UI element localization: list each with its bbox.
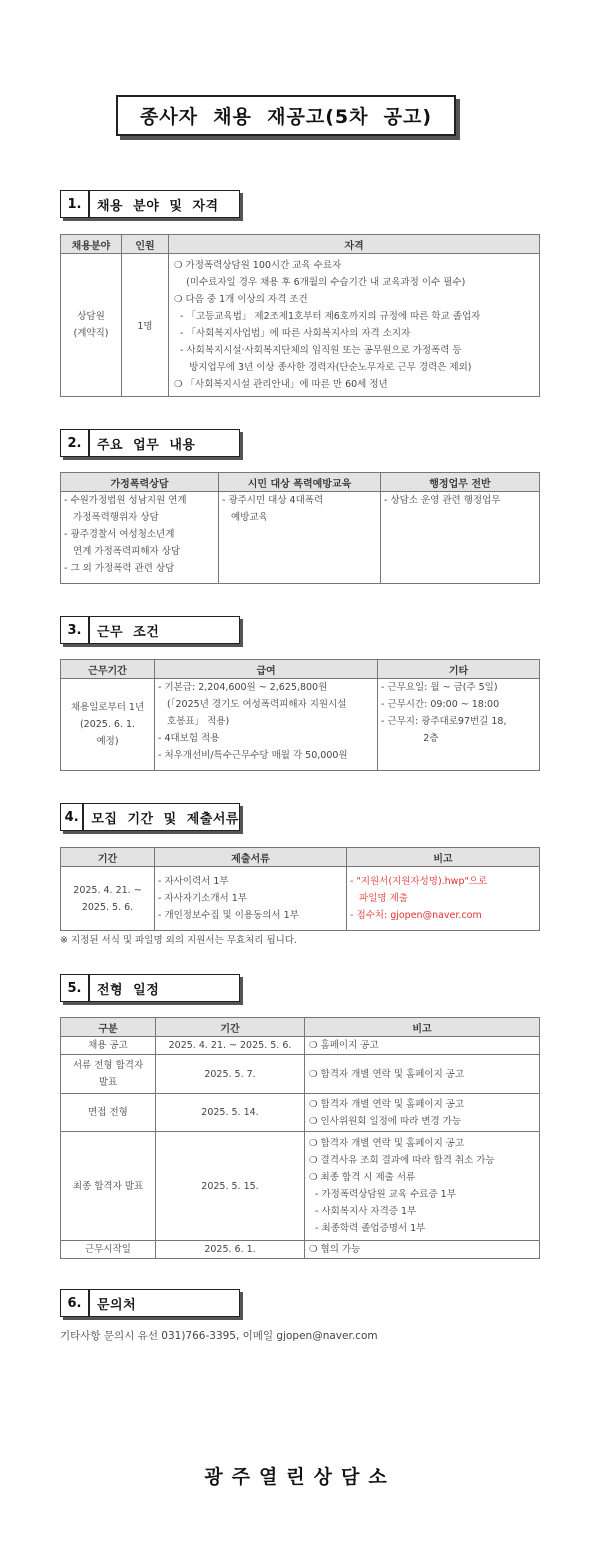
- period-cell: 2025. 5. 7.: [156, 1055, 305, 1094]
- recruitment-table: [60, 847, 540, 931]
- col-header: 급여: [155, 660, 378, 679]
- section-number: 2.: [61, 430, 90, 456]
- table-row: [61, 1094, 540, 1132]
- category-line: 채용 공고: [88, 1040, 128, 1051]
- section-header-4: [60, 803, 240, 831]
- section-header-1: [60, 190, 240, 218]
- qualification-line: (미수료자일 경우 채용 후 6개월의 수습기간 내 교육과정 이수 필수): [174, 277, 466, 288]
- category-cell: [61, 1132, 156, 1241]
- doc-line: - 자사이력서 1부: [158, 876, 229, 887]
- pay-line: - 처우개선비/특수근무수당 매월 각 50,000원: [158, 750, 348, 761]
- col-header: 근무기간: [61, 660, 155, 679]
- category-line: 발표: [98, 1077, 118, 1088]
- duty-line: - 그 외 가정폭력 관련 상담: [64, 563, 175, 574]
- col-header: 기간: [61, 848, 155, 867]
- section-label: 주요 업무 내용: [97, 437, 196, 453]
- qualification-cell: [169, 254, 540, 397]
- etc-line: - 근무시간: 09:00 ~ 18:00: [381, 699, 500, 710]
- section-number: 3.: [61, 617, 90, 643]
- section-header-6: [60, 1289, 240, 1317]
- remark-line: ❍ 결격사유 조회 결과에 따라 합격 취소 가능: [309, 1155, 495, 1166]
- remark-line: - 사회복지사 자격증 1부: [309, 1206, 417, 1217]
- doc-line: - 개인정보수집 및 이용동의서 1부: [158, 910, 299, 921]
- duty-line: 연계 가정폭력피해자 상담: [64, 546, 181, 557]
- qualification-table: [60, 234, 540, 397]
- duty-line: - 수원가정법원 성남지원 연계: [64, 495, 187, 506]
- section-header-5: [60, 974, 240, 1002]
- remarks-cell: [305, 1241, 540, 1259]
- remarks-cell: [305, 1037, 540, 1055]
- conditions-table: [60, 659, 540, 771]
- col-header: 시민 대상 폭력예방교육: [219, 473, 381, 492]
- section-label: 모집 기간 및 제출서류: [91, 811, 239, 827]
- duties-cell: [381, 492, 540, 584]
- col-header: 인원: [122, 235, 169, 254]
- remark-line: ❍ 최종 합격 시 제출 서류: [309, 1172, 416, 1183]
- section-number: 1.: [61, 191, 90, 217]
- schedule-table: [60, 1017, 540, 1259]
- section-label: 문의처: [97, 1297, 137, 1313]
- section-header-2: [60, 429, 240, 457]
- field-line: (계약직): [73, 328, 109, 339]
- qualification-line: ❍ 가정폭력상담원 100시간 교육 수료자: [174, 260, 342, 271]
- qualification-line: ❍ 다음 중 1개 이상의 자격 조건: [174, 294, 308, 305]
- section-label: 전형 일정: [97, 982, 160, 998]
- section-number: 4.: [61, 804, 84, 830]
- col-header: 행정업무 전반: [381, 473, 540, 492]
- organization-name: 광주열린상담소: [204, 1466, 396, 1488]
- qualification-line: - 「고등교육법」 제2조제1호부터 제6호까지의 규정에 따른 학교 졸업자: [174, 311, 481, 322]
- category-cell: [61, 1037, 156, 1055]
- col-header: 비고: [347, 848, 540, 867]
- remark-line: ❍ 홈페이지 공고: [309, 1040, 379, 1051]
- remarks-cell: [305, 1055, 540, 1094]
- pay-line: (「2025년 경기도 여성폭력피해자 지원시설: [158, 699, 347, 710]
- period-cell: [61, 867, 155, 931]
- remark-line: ❍ 협의 가능: [309, 1244, 361, 1255]
- etc-line: - 근무요일: 월 ~ 금(주 5일): [381, 682, 498, 693]
- pay-line: 호봉표」 적용): [158, 716, 230, 727]
- period-line: 채용일로부터 1년: [70, 702, 145, 713]
- remarks-cell: [305, 1132, 540, 1241]
- pay-line: - 기본급: 2,204,600원 ~ 2,625,800원: [158, 682, 328, 693]
- category-line: 면접 전형: [88, 1107, 128, 1118]
- col-header: 채용분야: [61, 235, 122, 254]
- category-cell: [61, 1055, 156, 1094]
- table-row: [61, 1037, 540, 1055]
- period-line: 2025. 5. 6.: [81, 901, 134, 913]
- qualification-line: ❍ 「사회복지시설 관리안내」에 따른 만 60세 정년: [174, 379, 388, 390]
- etc-line: 2층: [381, 733, 439, 744]
- col-header: 구분: [61, 1018, 156, 1037]
- col-header: 제출서류: [155, 848, 347, 867]
- col-header: 자격: [169, 235, 540, 254]
- col-header: 가정폭력상담: [61, 473, 219, 492]
- pay-line: - 4대보험 적용: [158, 733, 220, 744]
- section-header-3: [60, 616, 240, 644]
- remarks-cell: [347, 867, 540, 931]
- remark-line: - "지원서(지원자성명).hwp"으로: [350, 876, 488, 887]
- category-line: 근무시작일: [85, 1244, 131, 1255]
- period-cell: 2025. 6. 1.: [156, 1241, 305, 1259]
- remark-line: ❍ 합격자 개별 연락 및 홈페이지 공고: [309, 1068, 465, 1080]
- period-cell: [61, 679, 155, 771]
- section-number: 6.: [61, 1290, 90, 1316]
- invalid-application-note: ※ 지정된 서식 및 파일명 외의 지원서는 무효처리 됩니다.: [60, 935, 298, 946]
- contact-info: 기타사항 문의시 유선 031)766-3395, 이메일 gjopen@naver.com: [60, 1330, 378, 1342]
- duty-line: 예방교육: [222, 512, 268, 523]
- qualification-line: - 「사회복지사업법」에 따른 사회복지사의 자격 소지자: [174, 328, 411, 339]
- field-cell: [61, 254, 122, 397]
- period-line: (2025. 6. 1.: [79, 719, 136, 730]
- col-header: 기타: [378, 660, 540, 679]
- qualification-line: - 사회복지시설·사회복지단체의 임직원 또는 공무원으로 가정폭력 등: [174, 345, 462, 356]
- page-title-text: 종사자 채용 재공고(5차 공고): [139, 106, 433, 128]
- section-number: 5.: [61, 975, 90, 1001]
- duty-line: 가정폭력행위자 상담: [64, 512, 159, 523]
- period-line: 2025. 4. 21. ~: [73, 884, 142, 896]
- period-cell: 2025. 5. 15.: [156, 1132, 305, 1241]
- remark-line: 파일명 제출: [350, 893, 408, 904]
- remark-line: - 최종학력 졸업증명서 1부: [309, 1223, 426, 1234]
- table-row: [61, 1241, 540, 1259]
- field-line: 상담원: [77, 311, 105, 322]
- duties-cell: [219, 492, 381, 584]
- col-header: 비고: [305, 1018, 540, 1037]
- remark-line: ❍ 합격자 개별 연락 및 홈페이지 공고: [309, 1098, 465, 1110]
- duties-table: [60, 472, 540, 584]
- remark-line: ❍ 합격자 개별 연락 및 홈페이지 공고: [309, 1138, 465, 1149]
- doc-line: - 자사자기소개서 1부: [158, 893, 247, 904]
- category-line: 최종 합격자 발표: [72, 1180, 144, 1192]
- duty-line: - 광주시민 대상 4대폭력: [222, 495, 324, 506]
- section-label: 근무 조건: [97, 624, 160, 640]
- remark-line: - 가정폭력상담원 교육 수료증 1부: [309, 1189, 456, 1200]
- duties-cell: [61, 492, 219, 584]
- etc-cell: [378, 679, 540, 771]
- period-line: 예정): [96, 736, 119, 747]
- remark-line: ❍ 인사위원회 일정에 따라 변경 가능: [309, 1115, 462, 1127]
- table-row: [61, 1132, 540, 1241]
- category-cell: [61, 1094, 156, 1132]
- table-row: [61, 1055, 540, 1094]
- remarks-cell: [305, 1094, 540, 1132]
- pay-cell: [155, 679, 378, 771]
- duty-line: - 광주경찰서 여성청소년계: [64, 529, 175, 540]
- category-line: 서류 전형 합격자: [72, 1060, 144, 1071]
- duty-line: - 상담소 운영 관련 행정업무: [384, 495, 501, 506]
- period-cell: 2025. 5. 14.: [156, 1094, 305, 1132]
- col-header: 기간: [156, 1018, 305, 1037]
- page-title: [116, 95, 456, 136]
- category-cell: [61, 1241, 156, 1259]
- section-label: 채용 분야 및 자격: [97, 198, 219, 214]
- etc-line: - 근무지: 광주대로97번길 18,: [381, 716, 507, 727]
- qualification-line: 방지업무에 3년 이상 종사한 경력자(단순노무자로 근무 경력은 제외): [174, 362, 472, 373]
- docs-cell: [155, 867, 347, 931]
- remark-line[interactable]: - 접수처: gjopen@naver.com: [350, 910, 482, 921]
- count-cell: 1명: [122, 254, 169, 397]
- period-cell: 2025. 4. 21. ~ 2025. 5. 6.: [156, 1037, 305, 1055]
